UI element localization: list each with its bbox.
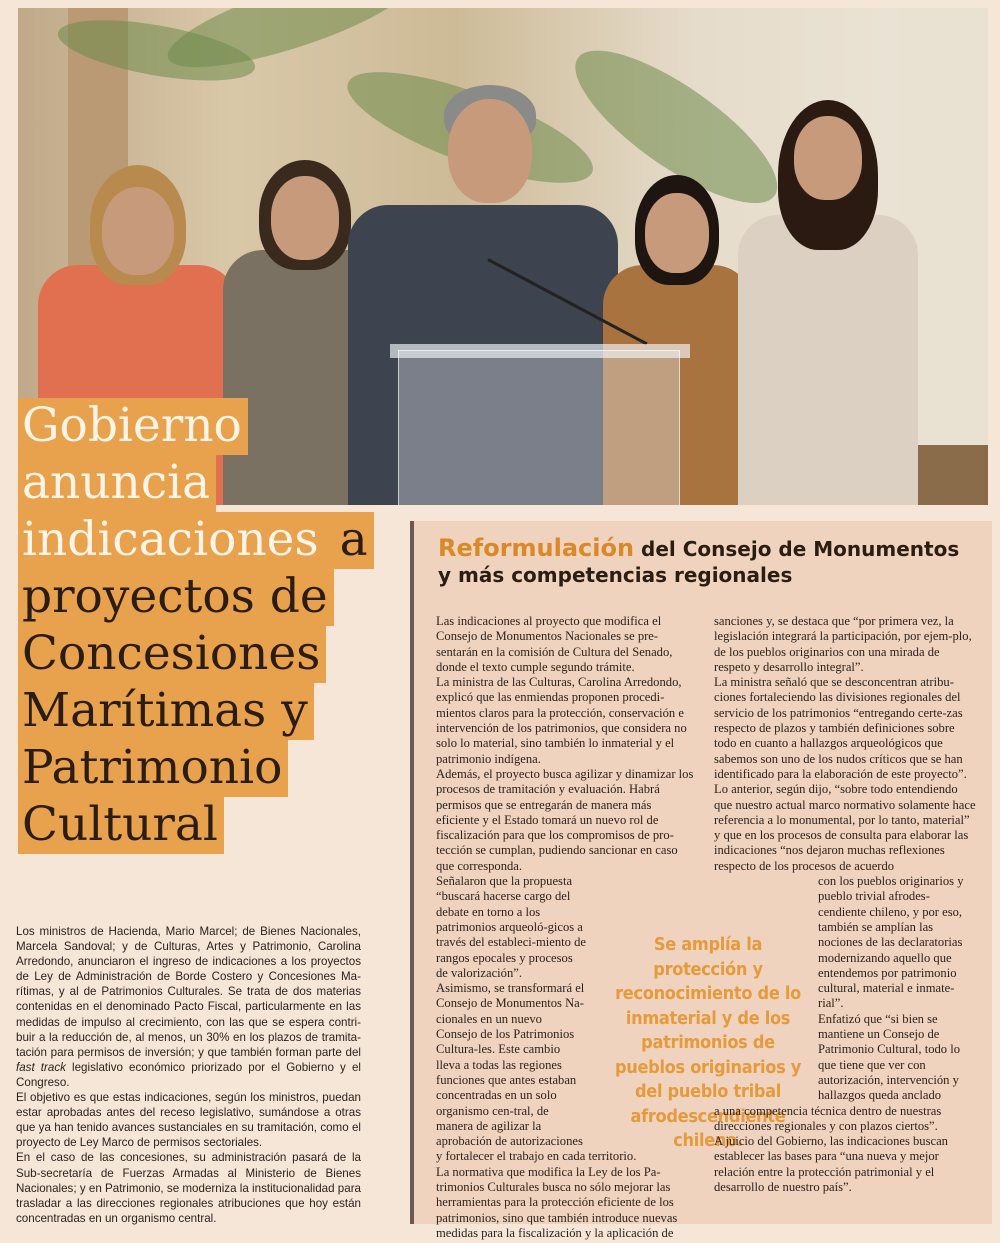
- headline-line: indicaciones: [18, 512, 325, 569]
- box-paragraph: Las indicaciones al proyecto que modifica el Consejo de Monumentos Nacionales se pre-sentarán en la comisión de Cultura del Senado, donde el texto cumple segundo trámite.: [436, 614, 673, 674]
- headline-line: Marítimas y: [18, 683, 314, 740]
- box-paragraph: Señalaron que la propuesta “buscará hacerse cargo del debate en torno a los patrimonios arqueoló-gicos a través del estableci-miento de rangos epocales y procesos de valorización”.: [436, 874, 587, 980]
- box-paragraph: Asimismo, se transformará el Consejo de Monumentos Na-cionales en un nuevo Consejo de los Patrimonios Cultura-les. Este cambio lleva a todas las regiones funciones que antes estaban concentradas en un solo organismo cen-tral, de manera de agilizar la aprobación de autorizaciones: [436, 981, 585, 1149]
- box-column-2: [714, 614, 976, 1195]
- headline: [18, 398, 398, 854]
- box-paragraph: sanciones y, se destaca que “por primera vez, la legislación integrará la participación, por ejem-plo, de los pueblos originarios con una mirada de respeto y desarrollo integral”.: [714, 614, 972, 674]
- box-title: [438, 535, 978, 588]
- person-beige-blazer: [738, 100, 918, 505]
- box-title-accent: Reformulación: [438, 534, 635, 562]
- headline-line: Gobierno: [18, 398, 248, 455]
- box-title-rest: del Consejo de Monumentos: [634, 537, 960, 561]
- box-paragraph: La ministra señaló que se desconcentran atribu-ciones fortaleciendo las divisiones regionales del servicio de los patrimonios “entregando certe-zas respecto de plazos y también definiciones sobre todo en cuanto a hallazgos arqueológicos que sabemos son uno de los nudos críticos que se han identificado para la elaboración de este proyecto”.: [714, 675, 967, 781]
- box-paragraph: Además, el proyecto busca agilizar y dinamizar los procesos de tramitación y evaluación. Habrá permisos que se entregarán de manera más eficiente y el Estado tomará un nuevo rol de fiscalización para que los compromisos de pro-tección se cumplan, pudiendo sancionar en caso que corresponda.: [436, 766, 694, 873]
- box-paragraph: A juicio del Gobierno, las indicaciones buscan establecer las bases para “una nueva y mejor relación entre la protección patrimonial y el desarrollo de nuestro país”.: [714, 1134, 948, 1194]
- box-paragraph: La ministra de las Culturas, Carolina Arredondo, explicó que las enmiendas proponen procedi-mientos claros para la protección, conservación e intervención de los patrimonios, que considera no solo lo material, sino también lo inmaterial y el patrimonio indígena.: [436, 675, 687, 766]
- box-paragraph: La normativa que modifica la Ley de los Pa-trimonios Culturales busca no sólo mejorar las herramientas para la protección eficiente de los patrimonios, sino que también introduce nuevas medidas para la fiscalización y la aplicación de: [436, 1164, 678, 1240]
- headline-line: proyectos de: [18, 569, 334, 626]
- pull-quote: Se amplía la protección y reconocimiento de lo inmaterial y de los patrimonios de pueblos originarios y del pueblo tribal afrodescendiente chileno.: [614, 934, 802, 1151]
- lead-text: legislativo económico priorizado por el Gobierno y el Congreso.: [16, 1060, 361, 1089]
- box-paragraph: con los pueblos originarios y pueblo trivial afrodes-cendiente chileno, y por eso, también se amplían las nociones de las declaratorias modernizando aquello que entendemos por patrimonio cultural, material e inmate-rial”.: [818, 874, 964, 1011]
- lead-paragraph: [16, 924, 361, 1090]
- headline-line: anuncia: [18, 455, 216, 512]
- lead-emphasis: fast track: [16, 1060, 66, 1074]
- lead-paragraph: En el caso de las concesiones, su administración pasará de la Sub-secretaría de Fuerzas Armadas al Ministerio de Bienes Nacionales; y en Patrimonio, se moderniza la institucionalidad para trasladar a las direcciones regionales atribuciones que hoy están concentradas en un organismo central.: [16, 1151, 361, 1225]
- podium: [398, 350, 680, 505]
- box-paragraph: a una competencia técnica dentro de nuestras direcciones regionales y con plazos ciertos”.: [714, 1103, 942, 1133]
- lead-paragraph: El objetivo es que estas indicaciones, según los ministros, puedan estar aprobadas antes del receso legislativo, sumándose a otras que ya han tenido avances sustanciales en su tramitación, como el proyecto de Ley Marco de permisos sectoriales.: [16, 1091, 361, 1150]
- sidebar-box: [410, 521, 992, 1240]
- box-title-line2: y más competencias regionales: [438, 563, 793, 587]
- lead-article: [16, 924, 361, 1226]
- box-paragraph: Enfatizó que “si bien se mantiene un Consejo de Patrimonio Cultural, todo lo que tiene que ver con autorización, intervención y hallazgos queda anclado: [818, 1011, 961, 1103]
- lead-text: Los ministros de Hacienda, Mario Marcel; de Bienes Nacionales, Marcela Sandoval; y de Culturas, Artes y Patrimonio, Carolina Arredondo, anunciaron el ingreso de indicaciones a los proyectos de Ley de Administración de Borde Costero y Concesiones Ma-rítimas, y al de Patrimonios Culturales. Se trata de dos materias contenidas en el denominado Pacto Fiscal, particularmente en las medidas de impulso al crecimiento, con las que se espera contri-buir a la reducción de, al menos, un 30% en los plazos de tramita-tación para permisos de inversión; y que también forman parte del: [16, 925, 361, 1059]
- box-paragraph: Lo anterior, según dijo, “sobre todo entendiendo que nuestro actual marco normativo solamente hace referencia a lo monumental, por lo tanto, material” y que en los procesos de consulta para elaborar las indicaciones “nos dejaron muchas reflexiones respecto de los procesos de acuerdo: [714, 782, 976, 873]
- headline-line: Concesiones: [18, 626, 326, 683]
- headline-line: Cultural: [18, 797, 224, 854]
- headline-line-tail: a: [325, 512, 374, 569]
- headline-line: Patrimonio: [18, 740, 288, 797]
- box-paragraph: y fortalecer el trabajo en cada territorio.: [436, 1149, 637, 1164]
